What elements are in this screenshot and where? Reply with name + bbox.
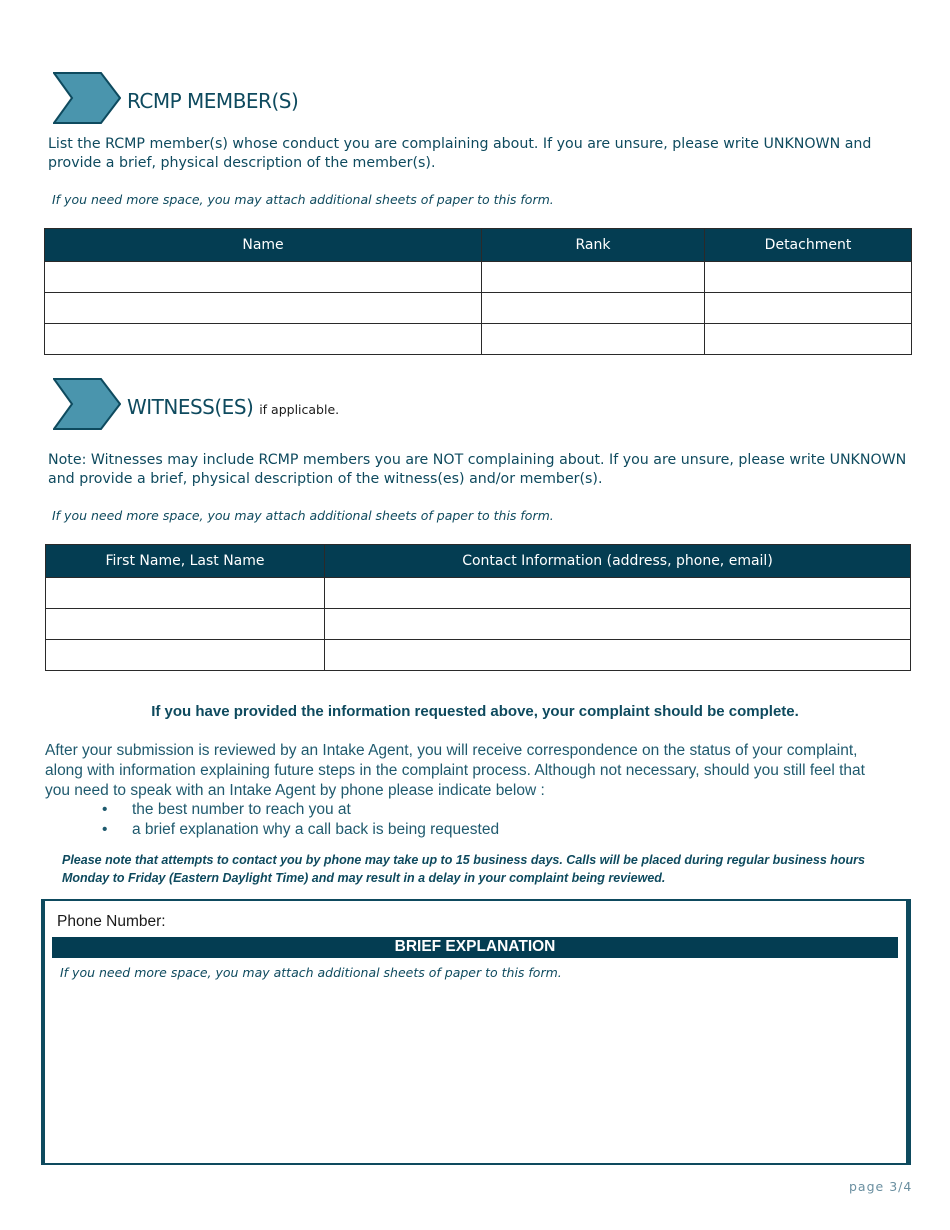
rank-cell[interactable] bbox=[482, 262, 705, 293]
detachment-cell[interactable] bbox=[705, 324, 912, 355]
callback-bullet-list bbox=[45, 800, 875, 840]
phone-contact-note: Please note that attempts to contact you by phone may take up to 15 business days. Calls will be placed during regular business hours Monday to Friday (Eastern Daylight Time) and may result in a delay in your complaint being reviewed. bbox=[62, 853, 865, 885]
witness-instructions: Note: Witnesses may include RCMP members you are NOT complaining about. If you are unsure, please write UNKNOWN and provide a brief, physical description of the witness(es) and/or member(s). bbox=[48, 452, 907, 487]
bullet-text: a brief explanation why a call back is being requested bbox=[132, 821, 500, 838]
section-title-rcmp: RCMP MEMBER(S) bbox=[127, 89, 299, 113]
bullet-text: the best number to reach you at bbox=[132, 801, 351, 818]
table-row bbox=[45, 293, 912, 324]
column-header-name: Name bbox=[45, 229, 482, 262]
column-header-contact-information: Contact Information (address, phone, email) bbox=[325, 545, 911, 578]
witness-name-cell[interactable] bbox=[46, 609, 325, 640]
rank-cell[interactable] bbox=[482, 324, 705, 355]
witness-space-note: If you need more space, you may attach additional sheets of paper to this form. bbox=[52, 508, 554, 523]
detachment-cell[interactable] bbox=[705, 262, 912, 293]
witness-contact-cell[interactable] bbox=[325, 578, 911, 609]
table-row bbox=[46, 609, 911, 640]
rank-cell[interactable] bbox=[482, 293, 705, 324]
explanation-space-note: If you need more space, you may attach additional sheets of paper to this form. bbox=[60, 965, 562, 980]
name-cell[interactable] bbox=[45, 293, 482, 324]
section-arrow-icon bbox=[53, 72, 121, 124]
list-item bbox=[45, 800, 875, 820]
rcmp-instructions: List the RCMP member(s) whose conduct you are complaining about. If you are unsure, please write UNKNOWN and provide a brief, physical description of the member(s). bbox=[48, 136, 872, 171]
rcmp-members-table bbox=[44, 228, 912, 355]
column-header-detachment: Detachment bbox=[705, 229, 912, 262]
completion-headline: If you have provided the information requested above, your complaint should be complete. bbox=[151, 703, 799, 720]
completion-paragraph: After your submission is reviewed by an Intake Agent, you will receive correspondence on the status of your complaint, along with information explaining future steps in the complaint process. Although not necessary, should you still feel that you need to speak with an Intake Agent by phone please indicate below : bbox=[45, 742, 865, 799]
witness-contact-cell[interactable] bbox=[325, 609, 911, 640]
list-item bbox=[45, 820, 875, 840]
phone-number-input[interactable] bbox=[175, 905, 895, 933]
name-cell[interactable] bbox=[45, 324, 482, 355]
witness-title: WITNESS(ES) bbox=[127, 395, 254, 419]
witness-contact-cell[interactable] bbox=[325, 640, 911, 671]
section-arrow-icon bbox=[53, 378, 121, 430]
detachment-cell[interactable] bbox=[705, 293, 912, 324]
column-header-first-last-name: First Name, Last Name bbox=[46, 545, 325, 578]
phone-number-label: Phone Number: bbox=[57, 913, 166, 930]
page-number: page 3/4 bbox=[849, 1179, 913, 1194]
column-header-rank: Rank bbox=[482, 229, 705, 262]
table-row bbox=[45, 324, 912, 355]
rcmp-space-note: If you need more space, you may attach additional sheets of paper to this form. bbox=[52, 192, 554, 207]
witness-name-cell[interactable] bbox=[46, 640, 325, 671]
table-row bbox=[46, 640, 911, 671]
bullet-icon: • bbox=[102, 801, 108, 818]
table-row bbox=[45, 262, 912, 293]
witness-title-suffix: if applicable. bbox=[259, 402, 340, 417]
brief-explanation-header: BRIEF EXPLANATION bbox=[52, 937, 898, 958]
witness-name-cell[interactable] bbox=[46, 578, 325, 609]
section-title-witness bbox=[127, 395, 339, 419]
bullet-icon: • bbox=[102, 821, 108, 838]
table-row bbox=[46, 578, 911, 609]
name-cell[interactable] bbox=[45, 262, 482, 293]
brief-explanation-textarea[interactable] bbox=[52, 988, 898, 1158]
witnesses-table bbox=[45, 544, 911, 671]
